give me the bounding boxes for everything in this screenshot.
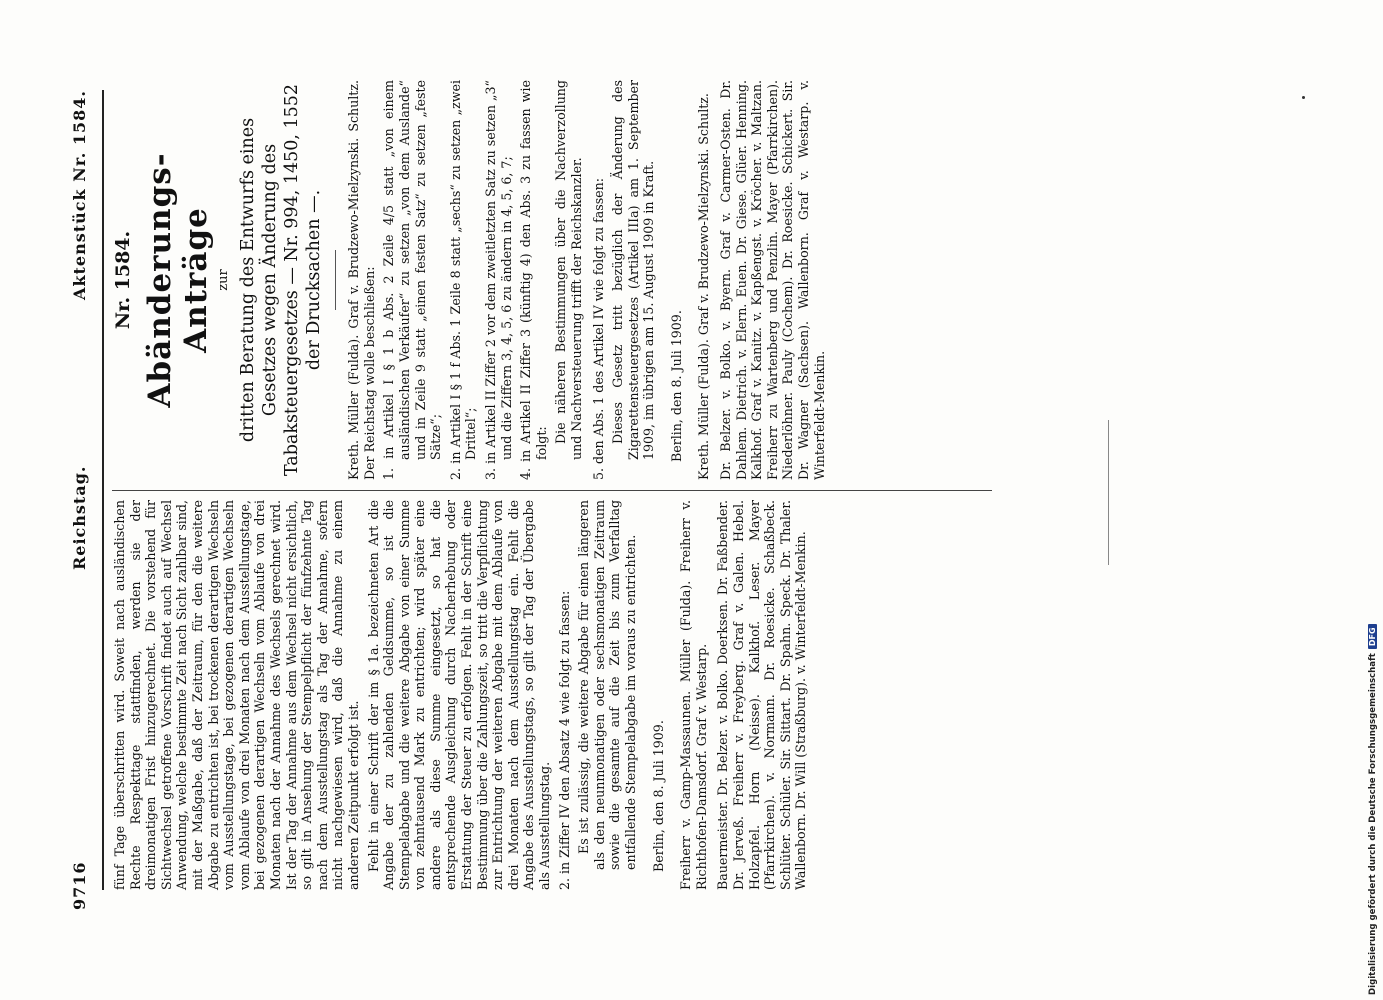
left-paragraph-1: fünf Tage überschritten wird. Soweit nach ausländischen Rechte Respekttage stattfinden, werden sie der dreimonatigen Frist hinzugerechnet. Die vorstehend für Sichtwechsel getroffene Vorschrift findet auch auf Wechsel Anwendung, welche bestimmte Zeit nach Sicht zahlbar sind, mit der Maßgabe, daß der Zeitraum, für den die weitere Abgabe zu entrichten ist, bei trockenen derartigen Wechseln vom Ausstellungstage, bei gezogenen derartigen Wechseln vom Ablaufe von drei Monaten nach dem Ausstellungstage, bei gezogenen derartigen Wechseln vom Ablaufe von drei Monaten nach der Annahme des Wechsels gerechnet wird. Ist der Tag der Annahme aus dem Wechsel nicht ersichtlich, so gilt in Ansehung der Stempelpflicht der fünfzehnte Tag nach dem Ausstellungstag als Tag der Annahme, sofern nicht nachgewiesen wird, daß die Annahme zu einem anderen Zeitpunkt erfolgt ist. [112, 500, 361, 890]
motion-item-3: 3. in Artikel II Ziffer 2 vor dem zweitletzten Satz zu setzen „3“ und die Ziffern 3, 4, 5, 6 zu ändern in 4, 5, 6, 7; [482, 80, 514, 480]
scan-speck [1302, 96, 1305, 99]
left-quote-2: Es ist zulässig, die weitere Abgabe für einen längeren als den neunmonatigen oder sechsmonatigen Zeitraum sowie die gesamte auf die Zeit bis zum Verfalltag entfallende Stempelabgabe im voraus zu entrichten. [576, 500, 638, 870]
motion-item-5: 5. den Abs. 1 des Artikel IV wie folgt zu fassen: [590, 178, 606, 480]
digitization-credit-text: Digitalisierung gefördert durch die Deutsche Forschungsgemeinschaft [1368, 653, 1378, 995]
left-date: Berlin, den 8. Juli 1909. [650, 720, 666, 872]
scan-edge-line [1108, 420, 1109, 565]
motion-quote-4: Die näheren Bestimmungen über die Nachverzollung und Nachversteuerung trifft der Reichskanzler. [553, 80, 584, 460]
column-divider [112, 490, 992, 491]
digitization-credit [1368, 15, 1378, 995]
header-document-reference: Aktenstück Nr. 1584. [70, 90, 89, 300]
motion-item-2: 2. in Artikel I § 1 f Abs. 1 Zeile 8 statt „sechs“ zu setzen „zwei Drittel“; [447, 80, 479, 480]
header-rule [102, 90, 104, 890]
document-title: Abänderungs-Anträge [141, 152, 214, 408]
motion-quote-5: Dieses Gesetz tritt bezüglich der Änderung des Zigarettensteuergesetzes (Artikel IIIa) am 1. September 1909, im übrigen am 15. August 1909 in Kraft. [610, 80, 657, 460]
title-rule [335, 250, 336, 310]
right-date: Berlin, den 8. Juli 1909. [668, 310, 684, 462]
left-signers-primary: Freiherr v. Gamp-Massaunen. Müller (Fulda). Freiherr v. Richthofen-Damsdorf. Graf v. Westarp. [678, 500, 709, 890]
left-signers-secondary: Bauermeister. Dr. Belzer. v. Bolko. Doerksen. Dr. Faßbender. Dr. Jerveß. Freiherr v. Freyberg. Graf v. Galen. Hebel. Holzapfel. Horn (Neisse). Kalkhof. Leser. Mayer (Pfarrkirchen). v. Normann. Dr. Roesicke. Schaßbeck. Schlüter. Schüler. Sir. Sittart. Dr. Spahn. Speck. Dr. Thaler. Wallenborn. Dr. Will (Straßburg). v. Winterfeldt-Menkin. [715, 500, 809, 890]
dfg-logo: DFG [1368, 624, 1377, 649]
page-header [68, 90, 98, 910]
motion-item-4: 4. in Artikel II Ziffer 3 (künftig 4) den Abs. 3 zu fassen wie folgt: [518, 80, 549, 480]
right-column [112, 80, 827, 480]
motion-item-1: 1. in Artikel I § 1 b Abs. 2 Zeile 4/5 statt „von einem ausländischen Verkäufer“ zu setzen „von dem Auslande“ und in Zeile 9 statt „einen festen Satz“ zu setzen „feste Sätze“; [381, 80, 444, 480]
document-subtitle: dritten Beratung des Entwurfs eines Gesetzes wegen Änderung des Tabaksteuergesetzes — Nr. 994, 1450, 1552 der Drucksachen —. [238, 83, 325, 477]
left-column [112, 500, 809, 890]
right-signers-secondary: Dr. Belzer. v. Bolko. v. Byern. Graf v. Carmer-Osten. Dr. Dahlem. Dietrich. v. Elern. Euen. Dr. Giese. Glüer. Henning. Kalkhof. Graf v. Kanitz. v. Kapßengst. v. Kröcher. v. Maltzan. Freiherr zu Wartenberg und Penzlin. Mayer (Pfarrkirchen). Niederlöhner. Pauly (Cochem). Dr. Roesicke. Schickert. Sir. Dr. Wagner (Sachsen). Wallenborn. Graf v. Westarp. v. Winterfeldt-Menkin. [718, 80, 827, 480]
right-signers-primary: Kreth. Müller (Fulda). Graf v. Brudzewo-Mielzynski. Schultz. [696, 93, 712, 480]
document-page [68, 50, 1108, 950]
motion-intro: Kreth. Müller (Fulda). Graf v. Brudzewo-Mielzynski. Schultz. Der Reichstag wolle beschließen: [346, 80, 377, 480]
title-connector: zur [215, 269, 231, 291]
left-paragraph-2: Fehlt in einer Schrift der im § 1a. bezeichneten Art die Angabe der zu zahlenden Geldsumme, so ist die Stempelabgabe und die weitere Abgabe von einer Summe von zehntausend Mark zu entrichten; wird später eine andere als diese Summe eingesetzt, so hat die entsprechende Ausgleichung durch Nacherhebung oder Erstattung der Steuer zu erfolgen. Fehlt in der Schrift eine Bestimmung über die Zahlungszeit, so tritt die Verpflichtung zur Entrichtung der weiteren Abgabe mit dem Ablaufe von drei Monaten nach dem Ausstellungstag ein. Fehlt die Angabe des Ausstellungstags, so gilt der Tag der Übergabe als Ausstellungstag. [365, 500, 553, 890]
left-item-2: 2. in Ziffer IV den Absatz 4 wie folgt zu fassen: [556, 590, 572, 890]
document-number: Nr. 1584. [112, 230, 134, 330]
page-number: 9716 [70, 861, 89, 910]
header-chamber: Reichstag. [70, 465, 89, 570]
